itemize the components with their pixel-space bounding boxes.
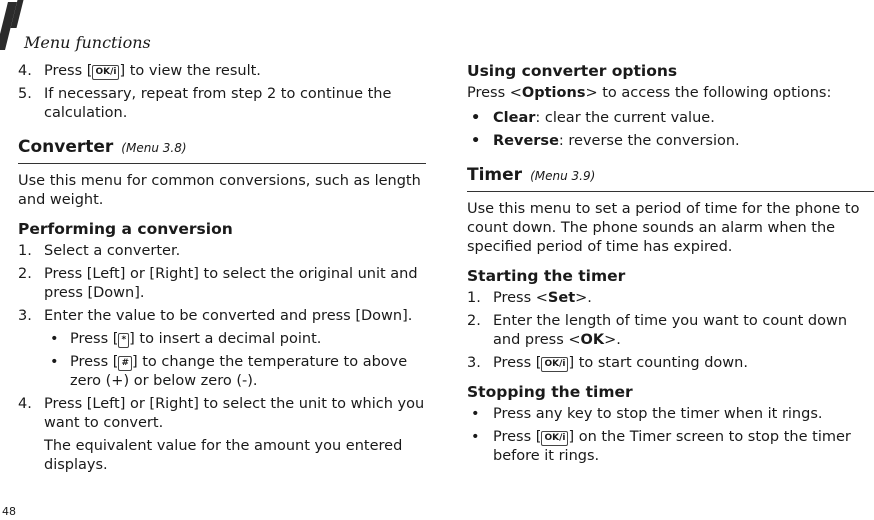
performing-conversion-heading: Performing a conversion (18, 220, 233, 238)
conversion-result-note: The equivalent value for the amount you entered displays. (44, 438, 403, 473)
section-title: Converter (18, 137, 114, 157)
text: Press [ (493, 355, 542, 371)
page-number: 48 (2, 505, 16, 518)
page-header-title: Menu functions (24, 33, 151, 52)
text: Press any key to stop the timer when it rings. (493, 406, 823, 422)
options-intro (467, 84, 874, 103)
softkey-label: Set (547, 290, 576, 306)
converter-heading (18, 137, 426, 164)
bullet-text: Press [ (70, 354, 119, 370)
text: Press [ (493, 429, 542, 445)
temperature-sign-bullet: • Press [ # ] to change the temperature to above zero (+) or below zero (-). (50, 354, 408, 389)
menu-number: (Menu 3.8) (121, 141, 187, 155)
text: Press < (467, 85, 522, 101)
option-name: Clear (493, 110, 536, 126)
text: ] on the Timer screen to stop the timer before it rings. (493, 429, 851, 464)
section-title: Timer (467, 165, 523, 185)
decimal-point-bullet: • Press [ * ] to insert a decimal point. (50, 331, 322, 347)
step-5-repeat (18, 85, 426, 123)
softkey-label: OK (580, 332, 605, 348)
text: Press < (493, 290, 548, 306)
converter-intro: Use this menu for common conversions, such as length and weight. (18, 173, 421, 208)
step-4-view-result (18, 62, 426, 81)
conversion-step-2: 2. Press [Left] or [Right] to select the original unit and press [Down]. (18, 266, 418, 301)
starting-timer-heading: Starting the timer (467, 267, 626, 285)
step-text: Select a converter. (44, 243, 181, 259)
bullet-text: ] to change the temperature to above zero (+) or below zero (-). (70, 354, 408, 389)
bullet-text: Press [ (70, 331, 119, 347)
conversion-step-4: 4. Press [Left] or [Right] to select the unit to which you want to convert. (18, 396, 425, 431)
hash-key-icon: # (118, 356, 132, 371)
timer-step-2: 2. Enter the length of time you want to count down and press <OK>. (467, 313, 848, 348)
step-number: 4. (18, 63, 32, 79)
timer-step-3: 3. Press [ OK/i ] to start counting down. (467, 355, 748, 371)
menu-number: (Menu 3.9) (530, 169, 596, 183)
text: > to access the following options: (585, 85, 832, 101)
step-number: 5. (18, 86, 32, 102)
ok-key-icon: OK/i (92, 65, 119, 80)
conversion-step-3: 3. Enter the value to be converted and press [Down]. (18, 308, 413, 324)
option-reverse: • Reverse: reverse the conversion. (471, 133, 740, 149)
step-text: Enter the value to be converted and press [Down]. (44, 308, 413, 324)
step-text: Press [Left] or [Right] to select the original unit and press [Down]. (44, 266, 418, 301)
stopping-timer-heading: Stopping the timer (467, 383, 633, 401)
option-clear: • Clear: clear the current value. (471, 110, 715, 126)
star-key-icon: * (118, 333, 129, 348)
options-softkey-label: Options (521, 85, 586, 101)
timer-step-1: 1. Press <Set>. (467, 290, 592, 306)
bullet-text: ] to insert a decimal point. (129, 331, 322, 347)
text: ] to start counting down. (568, 355, 748, 371)
option-desc: : reverse the conversion. (558, 133, 740, 149)
option-name: Reverse (493, 133, 559, 149)
text: >. (575, 290, 592, 306)
step-text: If necessary, repeat from step 2 to continue the calculation. (44, 86, 392, 121)
right-column (467, 62, 874, 470)
timer-heading (467, 165, 874, 192)
ok-key-icon: OK/i (541, 431, 568, 446)
text: Enter the length of time you want to count down and press < (493, 313, 848, 348)
step-text: Press [ (44, 63, 93, 79)
text: >. (604, 332, 621, 348)
step-text: Press [Left] or [Right] to select the unit to which you want to convert. (44, 396, 425, 431)
stop-any-key: • Press any key to stop the timer when it rings. (471, 406, 823, 422)
option-desc: : clear the current value. (535, 110, 715, 126)
left-column (18, 62, 426, 481)
ok-key-icon: OK/i (541, 357, 568, 372)
stop-ok-key: • Press [ OK/i ] on the Timer screen to stop the timer before it rings. (471, 429, 851, 464)
timer-intro: Use this menu to set a period of time for the phone to count down. The phone sounds an alarm when the specified period of time has expired. (467, 201, 860, 255)
converter-options-heading: Using converter options (467, 62, 678, 80)
conversion-step-1: 1. Select a converter. (18, 243, 181, 259)
step-text: ] to view the result. (119, 63, 261, 79)
